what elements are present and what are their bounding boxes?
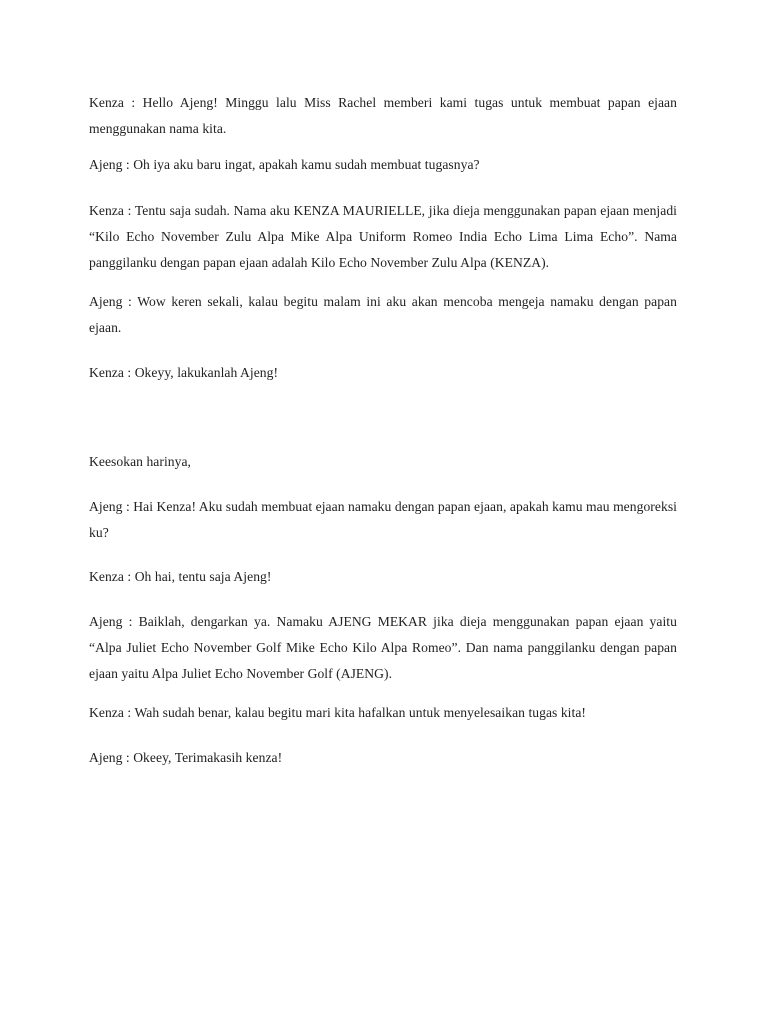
paragraph-kenza-spelling: Kenza : Tentu saja sudah. Nama aku KENZA MAURIELLE, jika dieja menggunakan papan ejaan menjadi “Kilo Echo November Zulu Alpa Mike Alpa Uniform Romeo India Echo Lima Lima Echo”. Nama panggilanku dengan papan ejaan adalah Kilo Echo November Zulu Alpa (KENZA). xyxy=(89,203,677,270)
paragraph-next-day: Keesokan harinya, xyxy=(89,454,192,469)
paragraph-ajeng-reply: Ajeng : Oh iya aku baru ingat, apakah kamu sudah membuat tugasnya? xyxy=(89,157,480,172)
paragraph-ajeng-hai: Ajeng : Hai Kenza! Aku sudah membuat ejaan namaku dengan papan ejaan, apakah kamu mau mengoreksi ku? xyxy=(89,499,677,540)
paragraph-kenza-ohhai: Kenza : Oh hai, tentu saja Ajeng! xyxy=(89,569,272,584)
paragraph-ajeng-wow: Ajeng : Wow keren sekali, kalau begitu malam ini aku akan mencoba mengeja namaku dengan papan ejaan. xyxy=(89,294,677,335)
paragraph-ajeng-spelling: Ajeng : Baiklah, dengarkan ya. Namaku AJENG MEKAR jika dieja menggunakan papan ejaan yaitu “Alpa Juliet Echo November Golf Mike Echo Kilo Alpa Romeo”. Dan nama panggilanku dengan papan ejaan yaitu Alpa Juliet Echo November Golf (AJENG). xyxy=(89,614,677,681)
paragraph-kenza-okeyy: Kenza : Okeyy, lakukanlah Ajeng! xyxy=(89,365,279,380)
paragraph-kenza-benar: Kenza : Wah sudah benar, kalau begitu mari kita hafalkan untuk menyelesaikan tugas kita! xyxy=(89,705,586,720)
paragraph-kenza-intro: Kenza : Hello Ajeng! Minggu lalu Miss Rachel memberi kami tugas untuk membuat papan ejaan menggunakan nama kita. xyxy=(89,95,677,136)
paragraph-ajeng-thanks: Ajeng : Okeey, Terimakasih kenza! xyxy=(89,750,283,765)
